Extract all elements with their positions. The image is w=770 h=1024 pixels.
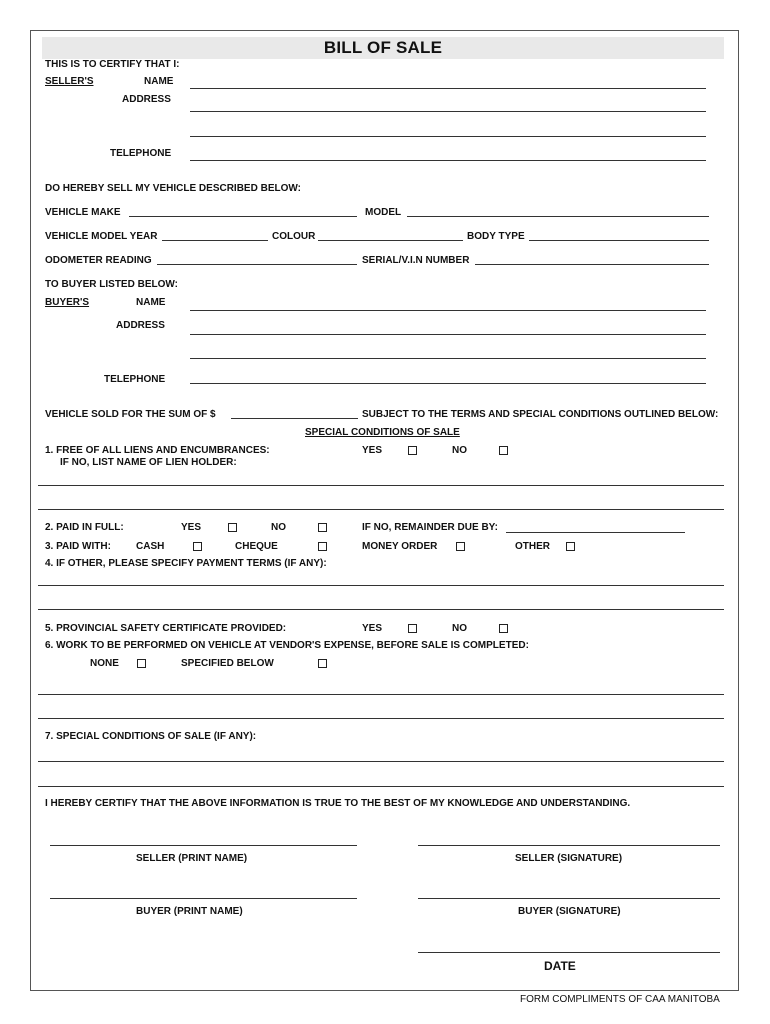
buyer-name-label: NAME (136, 297, 166, 308)
condition-6-text: 6. WORK TO BE PERFORMED ON VEHICLE AT VENDOR'S EXPENSE, BEFORE SALE IS COMPLETED: (45, 640, 529, 651)
condition-1-yes-label: YES (362, 445, 383, 456)
work-field-2[interactable] (38, 718, 724, 719)
condition-1-no-checkbox[interactable] (499, 446, 508, 455)
buyer-address-field-1[interactable] (190, 334, 706, 335)
certification-text: I HEREBY CERTIFY THAT THE ABOVE INFORMATION IS TRUE TO THE BEST OF MY KNOWLEDGE AND UNDERSTANDING. (45, 798, 631, 809)
remainder-due-label: IF NO, REMAINDER DUE BY: (362, 522, 498, 533)
other-checkbox[interactable] (566, 542, 575, 551)
none-checkbox[interactable] (137, 659, 146, 668)
sum-label: VEHICLE SOLD FOR THE SUM OF $ (45, 409, 216, 420)
cheque-label: CHEQUE (235, 541, 278, 552)
seller-print-name-field[interactable] (50, 845, 357, 846)
form-title: BILL OF SALE (323, 38, 443, 57)
buyer-print-name-label: BUYER (PRINT NAME) (136, 906, 243, 917)
model-year-label: VEHICLE MODEL YEAR (45, 231, 158, 242)
condition-5-no-label: NO (452, 623, 467, 634)
condition-2-no-checkbox[interactable] (318, 523, 327, 532)
date-label: DATE (544, 959, 576, 973)
form-frame (30, 30, 739, 991)
serial-field[interactable] (475, 264, 709, 265)
colour-field[interactable] (318, 240, 463, 241)
cheque-checkbox[interactable] (318, 542, 327, 551)
seller-signature-field[interactable] (418, 845, 720, 846)
condition-4-text: 4. IF OTHER, PLEASE SPECIFY PAYMENT TERMS (IF ANY): (45, 558, 327, 569)
body-type-field[interactable] (529, 240, 709, 241)
subject-terms-text: SUBJECT TO THE TERMS AND SPECIAL CONDITIONS OUTLINED BELOW: (362, 409, 719, 420)
buyer-telephone-label: TELEPHONE (104, 374, 166, 385)
payment-terms-field-1[interactable] (38, 585, 724, 586)
work-field-1[interactable] (38, 694, 724, 695)
odometer-label: ODOMETER READING (45, 255, 152, 266)
seller-telephone-field[interactable] (190, 160, 706, 161)
none-label: NONE (90, 658, 119, 669)
condition-2-yes-label: YES (181, 522, 202, 533)
condition-7-text: 7. SPECIAL CONDITIONS OF SALE (IF ANY): (45, 731, 257, 742)
colour-label: COLOUR (272, 231, 316, 242)
model-label: MODEL (365, 207, 402, 218)
buyer-intro: TO BUYER LISTED BELOW: (45, 279, 178, 290)
condition-5-text: 5. PROVINCIAL SAFETY CERTIFICATE PROVIDED: (45, 623, 287, 634)
remainder-due-field[interactable] (506, 532, 685, 533)
model-field[interactable] (407, 216, 709, 217)
buyer-print-name-field[interactable] (50, 898, 357, 899)
money-order-label: MONEY ORDER (362, 541, 438, 552)
seller-address-field-1[interactable] (190, 111, 706, 112)
cash-checkbox[interactable] (193, 542, 202, 551)
vehicle-make-label: VEHICLE MAKE (45, 207, 121, 218)
buyer-signature-field[interactable] (418, 898, 720, 899)
other-label: OTHER (515, 541, 550, 552)
specified-below-checkbox[interactable] (318, 659, 327, 668)
vehicle-make-field[interactable] (129, 216, 357, 217)
cash-label: CASH (136, 541, 165, 552)
condition-1-subtext: IF NO, LIST NAME OF LIEN HOLDER: (60, 457, 237, 468)
condition-5-yes-label: YES (362, 623, 383, 634)
condition-1-yes-checkbox[interactable] (408, 446, 417, 455)
condition-2-no-label: NO (271, 522, 286, 533)
buyer-signature-label: BUYER (SIGNATURE) (518, 906, 621, 917)
seller-signature-label: SELLER (SIGNATURE) (515, 853, 623, 864)
seller-heading: SELLER'S (45, 76, 94, 87)
seller-name-field[interactable] (190, 88, 706, 89)
footer-credit: FORM COMPLIMENTS OF CAA MANITOBA (520, 994, 720, 1005)
buyer-name-field[interactable] (190, 310, 706, 311)
buyer-heading: BUYER'S (45, 297, 90, 308)
special-conditions-field-2[interactable] (38, 786, 724, 787)
sum-field[interactable] (231, 418, 358, 419)
odometer-field[interactable] (157, 264, 357, 265)
condition-1-no-label: NO (452, 445, 467, 456)
body-type-label: BODY TYPE (467, 231, 525, 242)
specified-below-label: SPECIFIED BELOW (181, 658, 274, 669)
condition-3-text: 3. PAID WITH: (45, 541, 111, 552)
lien-holder-field-1[interactable] (38, 485, 724, 486)
sell-statement: DO HEREBY SELL MY VEHICLE DESCRIBED BELOW: (45, 183, 301, 194)
certify-intro: THIS IS TO CERTIFY THAT I: (45, 59, 180, 70)
date-field[interactable] (418, 952, 720, 953)
condition-1-text: 1. FREE OF ALL LIENS AND ENCUMBRANCES: (45, 445, 270, 456)
condition-2-text: 2. PAID IN FULL: (45, 522, 124, 533)
lien-holder-field-2[interactable] (38, 509, 724, 510)
seller-address-label: ADDRESS (122, 94, 171, 105)
seller-address-field-2[interactable] (190, 136, 706, 137)
condition-2-yes-checkbox[interactable] (228, 523, 237, 532)
condition-5-yes-checkbox[interactable] (408, 624, 417, 633)
buyer-telephone-field[interactable] (190, 383, 706, 384)
seller-telephone-label: TELEPHONE (110, 148, 172, 159)
buyer-address-field-2[interactable] (190, 358, 706, 359)
special-conditions-heading: SPECIAL CONDITIONS OF SALE (305, 427, 460, 438)
serial-label: SERIAL/V.I.N NUMBER (362, 255, 470, 266)
seller-name-label: NAME (144, 76, 174, 87)
special-conditions-field-1[interactable] (38, 761, 724, 762)
money-order-checkbox[interactable] (456, 542, 465, 551)
seller-print-name-label: SELLER (PRINT NAME) (136, 853, 248, 864)
condition-5-no-checkbox[interactable] (499, 624, 508, 633)
payment-terms-field-2[interactable] (38, 609, 724, 610)
buyer-address-label: ADDRESS (116, 320, 165, 331)
model-year-field[interactable] (162, 240, 268, 241)
